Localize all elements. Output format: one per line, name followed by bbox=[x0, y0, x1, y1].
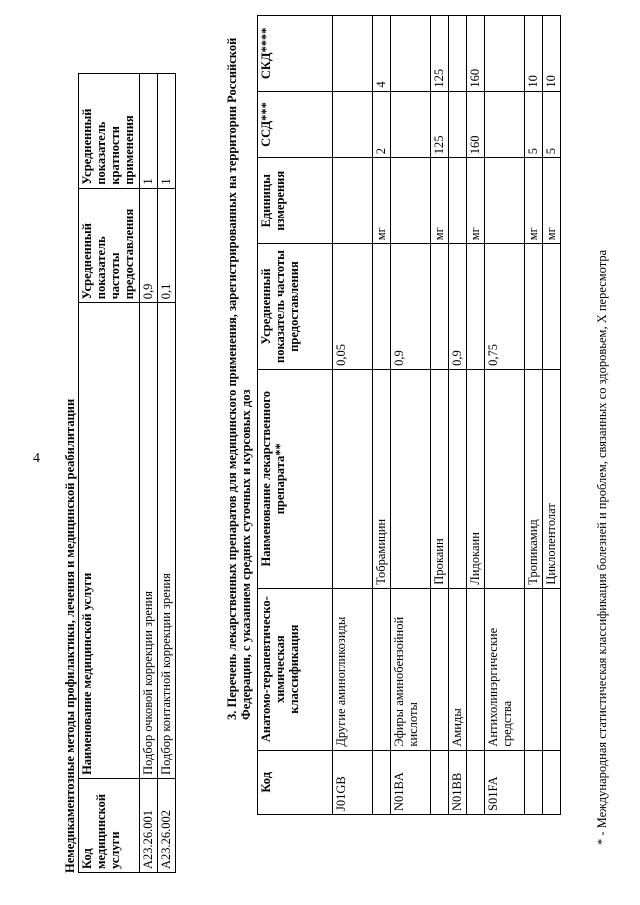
unit: мг bbox=[431, 158, 449, 244]
daily-dose bbox=[391, 91, 431, 158]
header-cell: Наименование медицинской услуги bbox=[79, 303, 140, 779]
table-row bbox=[525, 16, 543, 815]
atc-code: N01BA bbox=[391, 750, 431, 814]
table-header-row bbox=[258, 16, 333, 815]
multiplicity: 1 bbox=[140, 74, 158, 189]
table-row bbox=[391, 16, 431, 815]
frequency bbox=[525, 244, 543, 370]
table-row bbox=[467, 16, 485, 815]
frequency bbox=[431, 244, 449, 370]
atc-code bbox=[543, 750, 561, 814]
header-cell: Усредненный показатель частоты предоставления bbox=[258, 244, 333, 370]
daily-dose: 2 bbox=[373, 91, 391, 158]
frequency bbox=[467, 244, 485, 370]
daily-dose bbox=[333, 91, 373, 158]
table-row bbox=[543, 16, 561, 815]
table-header-row bbox=[79, 74, 140, 873]
footnote: * - Международная статистическая классификация болезней и проблем, связанных со здоровьем, Х пересмотра bbox=[595, 249, 609, 845]
drug-name bbox=[333, 369, 373, 588]
table-row bbox=[158, 74, 176, 873]
services-table bbox=[78, 73, 176, 873]
header-cell: Наименование лекарственного препарата** bbox=[258, 369, 333, 588]
atc-class bbox=[373, 588, 391, 750]
drugs-table bbox=[257, 15, 561, 815]
unit bbox=[333, 158, 373, 244]
drug-name: Прокаин bbox=[431, 369, 449, 588]
course-dose: 160 bbox=[467, 16, 485, 92]
unit bbox=[449, 158, 467, 244]
atc-class bbox=[543, 588, 561, 750]
header-cell: Усредненный показатель частоты предоставления bbox=[79, 188, 140, 303]
drug-name bbox=[449, 369, 467, 588]
section1-title: Немедикаментозные методы профилактики, лечения и медицинской реабилитации bbox=[63, 398, 77, 873]
daily-dose bbox=[485, 91, 525, 158]
drug-name: Лидокаин bbox=[467, 369, 485, 588]
drug-name bbox=[391, 369, 431, 588]
page-number: 4 bbox=[33, 451, 40, 466]
daily-dose: 125 bbox=[431, 91, 449, 158]
header-cell: СКД**** bbox=[258, 16, 333, 92]
course-dose bbox=[449, 16, 467, 92]
atc-class: Эфиры аминобензойной кислоты bbox=[391, 588, 431, 750]
section3-title: 3. Перечень лекарственных препаратов для медицинского применения, зарегистрированных на территории Российской Федерации, с указанием средних суточных и курсовых доз bbox=[225, 37, 253, 720]
unit: мг bbox=[543, 158, 561, 244]
frequency bbox=[373, 244, 391, 370]
table-row bbox=[449, 16, 467, 815]
atc-code: J01GB bbox=[333, 750, 373, 814]
drug-name: Циклопентолат bbox=[543, 369, 561, 588]
table-row bbox=[140, 74, 158, 873]
course-dose: 4 bbox=[373, 16, 391, 92]
unit: мг bbox=[525, 158, 543, 244]
drug-name: Тропикамид bbox=[525, 369, 543, 588]
atc-class: Другие аминогликозиды bbox=[333, 588, 373, 750]
course-dose: 10 bbox=[543, 16, 561, 92]
daily-dose bbox=[449, 91, 467, 158]
header-cell: Код медицинской услуги bbox=[79, 778, 140, 872]
frequency: 0,1 bbox=[158, 188, 176, 303]
frequency: 0,75 bbox=[485, 244, 525, 370]
header-cell: Усредненный показатель кратности применения bbox=[79, 74, 140, 189]
unit bbox=[391, 158, 431, 244]
service-name: Подбор очковой коррекции зрения bbox=[140, 303, 158, 779]
daily-dose: 160 bbox=[467, 91, 485, 158]
frequency: 0,05 bbox=[333, 244, 373, 370]
unit: мг bbox=[467, 158, 485, 244]
header-cell: Единицы измерения bbox=[258, 158, 333, 244]
daily-dose: 5 bbox=[543, 91, 561, 158]
frequency bbox=[543, 244, 561, 370]
atc-class: Амиды bbox=[449, 588, 467, 750]
service-code: A23.26.001 bbox=[140, 778, 158, 872]
frequency: 0,9 bbox=[449, 244, 467, 370]
course-dose bbox=[333, 16, 373, 92]
unit bbox=[485, 158, 525, 244]
atc-class bbox=[431, 588, 449, 750]
daily-dose: 5 bbox=[525, 91, 543, 158]
course-dose bbox=[391, 16, 431, 92]
table-row bbox=[485, 16, 525, 815]
table-row bbox=[373, 16, 391, 815]
atc-code: S01FA bbox=[485, 750, 525, 814]
header-cell: ССД*** bbox=[258, 91, 333, 158]
frequency: 0,9 bbox=[140, 188, 158, 303]
atc-class bbox=[467, 588, 485, 750]
atc-class: Антихолинэргические средства bbox=[485, 588, 525, 750]
drug-name: Тобрамицин bbox=[373, 369, 391, 588]
unit: мг bbox=[373, 158, 391, 244]
atc-code bbox=[467, 750, 485, 814]
service-name: Подбор контактной коррекции зрения bbox=[158, 303, 176, 779]
course-dose: 125 bbox=[431, 16, 449, 92]
table-row bbox=[333, 16, 373, 815]
header-cell: Код bbox=[258, 750, 333, 814]
header-cell: Анатомо-терапевтическо-химическая классификация bbox=[258, 588, 333, 750]
course-dose bbox=[485, 16, 525, 92]
frequency: 0,9 bbox=[391, 244, 431, 370]
atc-code bbox=[373, 750, 391, 814]
atc-class bbox=[525, 588, 543, 750]
course-dose: 10 bbox=[525, 16, 543, 92]
multiplicity: 1 bbox=[158, 74, 176, 189]
drug-name bbox=[485, 369, 525, 588]
atc-code bbox=[431, 750, 449, 814]
atc-code bbox=[525, 750, 543, 814]
service-code: A23.26.002 bbox=[158, 778, 176, 872]
table-row bbox=[431, 16, 449, 815]
atc-code: N01BB bbox=[449, 750, 467, 814]
